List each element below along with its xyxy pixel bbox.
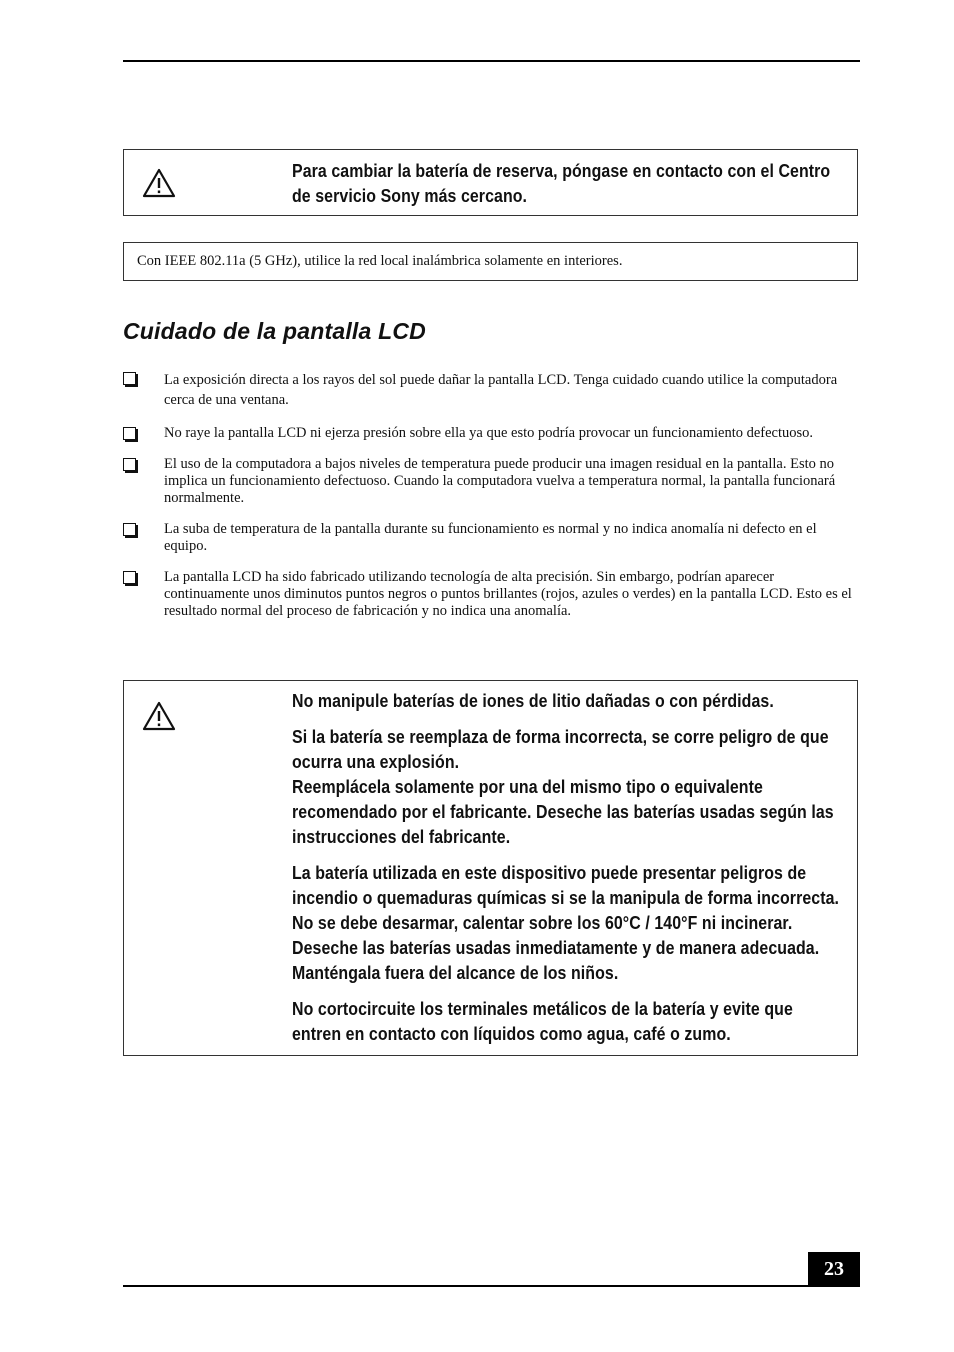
list-item-text: El uso de la computadora a bajos niveles de temperatura puede producir una imagen residual en la pantalla. Esto no implica un funcionamiento defectuoso. Cuando la computadora vuelva a temperatura normal, la pantalla funcionará normalmente. [164, 456, 836, 506]
list-item [123, 456, 860, 507]
checkbox-bullet-icon [123, 427, 136, 440]
caution-paragraph: No cortocircuite los terminales metálicos de la batería y evite que entren en contacto con líquidos como agua, café o zumo. [292, 998, 793, 1044]
caution-paragraph: Para cambiar la batería de reserva, póngase en contacto con el Centro de servicio Sony más cercano. [292, 160, 831, 206]
section-title: Cuidado de la pantalla LCD [123, 318, 426, 344]
footer-rule [123, 1285, 860, 1287]
caution-box-lithium-battery [123, 680, 858, 1056]
warning-triangle-icon [142, 701, 176, 731]
list-item [123, 425, 860, 442]
header-rule [123, 60, 860, 62]
checkbox-bullet-icon [123, 523, 136, 536]
caution-paragraph: La batería utilizada en este dispositivo puede presentar peligros de incendio o quemaduras químicas si se la manipula de forma incorrecta. No se debe desarmar, calentar sobre los 60°C / 140°F ni incinerar. Deseche las baterías usadas inmediatamente y de manera adecuada. Manténgala fuera del alcance de los niños. [292, 862, 840, 983]
checkbox-bullet-icon [123, 372, 136, 385]
caution-text [292, 158, 842, 219]
warning-triangle-icon [142, 168, 176, 198]
list-item [123, 569, 860, 620]
checkbox-bullet-icon [123, 571, 136, 584]
list-item-text: La exposición directa a los rayos del sol puede dañar la pantalla LCD. Tenga cuidado cuando utilice la computadora cerca de una ventana. [164, 372, 838, 408]
caution-paragraph: Reemplácela solamente por una del mismo tipo o equivalente recomendado por el fabricante. Deseche las baterías usadas según las instrucciones del fabricante. [292, 776, 834, 847]
note-box-wireless [123, 242, 858, 281]
lcd-care-list [123, 370, 860, 634]
list-item [123, 521, 860, 555]
list-item-text: La suba de temperatura de la pantalla durante su funcionamiento es normal y no indica anomalía ni defecto en el equipo. [164, 521, 817, 554]
caution-box-backup-battery [123, 149, 858, 216]
page-number: 23 [808, 1252, 860, 1286]
caution-paragraph: Si la batería se reemplaza de forma incorrecta, se corre peligro de que ocurra una explosión. [292, 726, 829, 772]
caution-text [292, 688, 842, 1057]
list-item [123, 370, 860, 410]
list-item-text: La pantalla LCD ha sido fabricado utilizando tecnología de alta precisión. Sin embargo, podrían aparecer continuamente unos diminutos puntos negros o puntos brillantes (rojos, azules o verdes) en la pantalla LCD. Esto es el resultado normal del proceso de fabricación y no indica una anomalía. [164, 569, 852, 619]
list-item-text: No raye la pantalla LCD ni ejerza presión sobre ella ya que esto podría provocar un funcionamiento defectuoso. [164, 425, 814, 441]
checkbox-bullet-icon [123, 458, 136, 471]
note-text: Con IEEE 802.11a (5 GHz), utilice la red local inalámbrica solamente en interiores. [137, 253, 623, 269]
caution-paragraph: No manipule baterías de iones de litio dañadas o con pérdidas. [292, 690, 774, 711]
